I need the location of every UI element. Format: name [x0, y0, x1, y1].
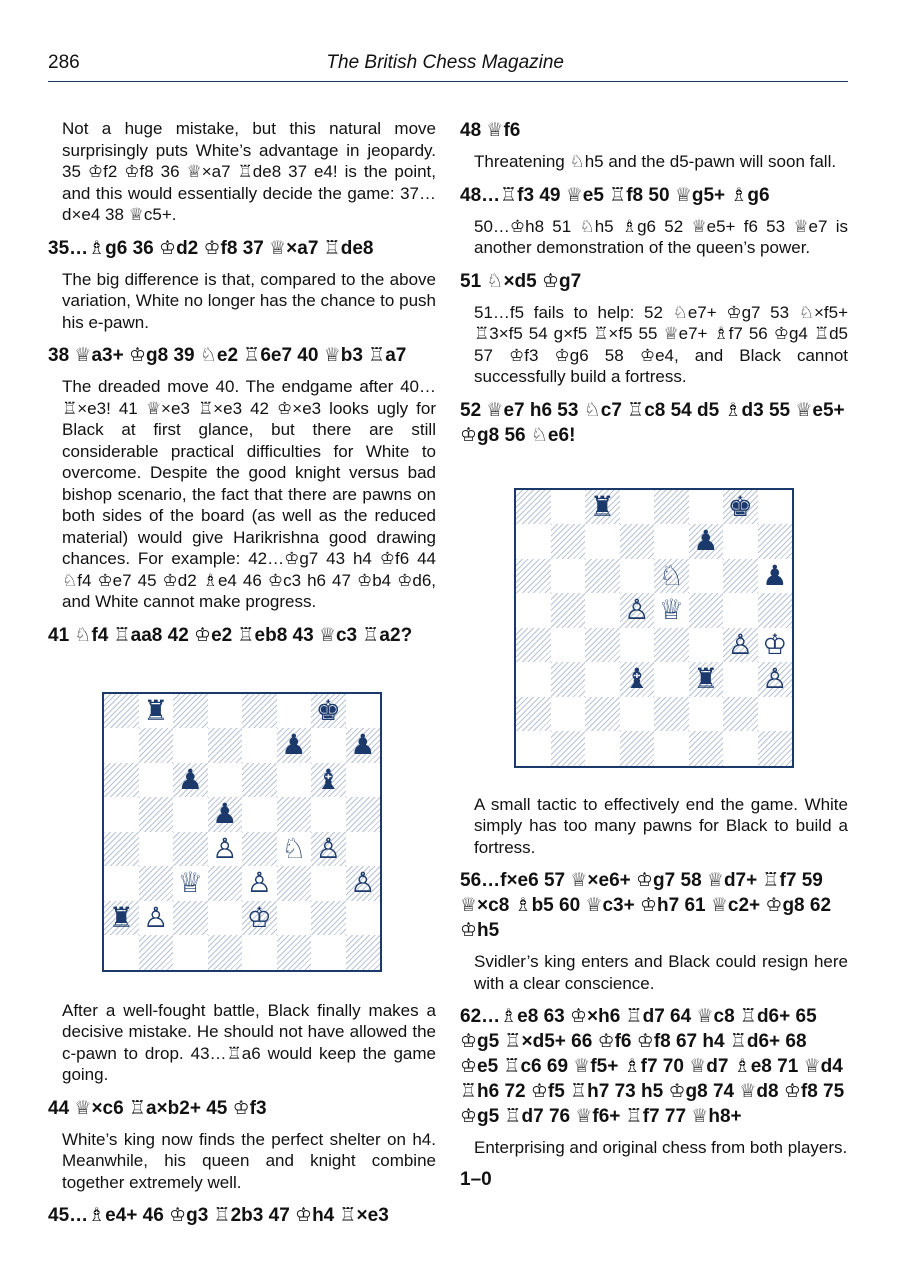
move-line: 48…♖f3 49 ♕e5 ♖f8 50 ♕g5+ ♗g6	[460, 184, 770, 206]
square-a8	[516, 490, 551, 525]
square-g6	[311, 763, 346, 798]
square-a4	[516, 628, 551, 663]
square-c1	[173, 935, 208, 970]
square-f5	[277, 797, 312, 832]
chess-piece-icon: ♟	[693, 524, 719, 558]
page-number: 286	[48, 52, 80, 73]
chess-piece-icon: ♙	[762, 662, 788, 696]
square-g5	[311, 797, 346, 832]
annotation-text: After a well-fought battle, Black finally makes a decisive mistake. He should not have allowed the c-pawn to drop. 43…♖a6 would keep the game going.	[62, 1000, 436, 1084]
square-e5	[654, 593, 689, 628]
chess-diagram	[102, 692, 436, 972]
move-line: 48 ♕f6	[460, 120, 521, 141]
move-line: 35…♗g6 36 ♔d2 ♔f8 37 ♕×a7 ♖de8	[48, 237, 374, 259]
square-f3	[689, 662, 724, 697]
square-e7	[654, 524, 689, 559]
square-f2	[689, 697, 724, 732]
square-b2	[139, 901, 174, 936]
chess-piece-icon: ♙	[315, 831, 341, 865]
move-line: 62…♗e8 63 ♔×h6 ♖d7 64 ♕c8 ♖d6+ 65 ♔g5 ♖×d5+ 66 ♔f6 ♔f8 67 h4 ♖d6+ 68 ♔e5 ♖c6 69 ♕f5+ ♗f7 70 ♕d7 ♗e8 71 ♕d4 ♖h6 72 ♔f5 ♖h7 73 h5 ♔g8 74 ♕d8 ♔f8 75 ♔g5 ♖d7 76 ♕f6+ ♖f7 77 ♕h8+	[460, 1006, 845, 1127]
square-c2	[585, 697, 620, 732]
square-b5	[139, 797, 174, 832]
square-a5	[516, 593, 551, 628]
square-d3	[620, 662, 655, 697]
square-a2	[104, 901, 139, 936]
move-line: 41 ♘f4 ♖aa8 42 ♔e2 ♖eb8 43 ♕c3 ♖a2?	[48, 624, 413, 646]
chess-piece-icon: ♚	[315, 693, 341, 727]
square-a1	[516, 731, 551, 766]
square-a5	[104, 797, 139, 832]
square-h7	[758, 524, 793, 559]
square-e1	[654, 731, 689, 766]
square-d1	[620, 731, 655, 766]
chess-piece-icon: ♙	[143, 900, 169, 934]
square-d6	[620, 559, 655, 594]
chess-piece-icon: ♔	[246, 900, 272, 934]
square-d3	[208, 866, 243, 901]
chess-piece-icon: ♟	[350, 728, 376, 762]
square-e8	[654, 490, 689, 525]
square-d8	[208, 694, 243, 729]
chess-piece-icon: ♜	[693, 662, 719, 696]
chess-piece-icon: ♙	[727, 627, 753, 661]
move-line: 52 ♕e7 h6 53 ♘c7 ♖c8 54 d5 ♗d3 55 ♕e5+ ♔g8 56 ♘e6!	[460, 399, 845, 446]
square-c7	[585, 524, 620, 559]
square-a3	[104, 866, 139, 901]
square-d7	[208, 728, 243, 763]
square-c8	[585, 490, 620, 525]
square-d2	[208, 901, 243, 936]
square-b1	[551, 731, 586, 766]
square-f8	[689, 490, 724, 525]
square-e6	[242, 763, 277, 798]
chess-piece-icon: ♙	[350, 866, 376, 900]
square-h8	[346, 694, 381, 729]
left-column	[48, 118, 436, 1236]
chess-piece-icon: ♟	[212, 797, 238, 831]
square-e3	[242, 866, 277, 901]
magazine-title: The British Chess Magazine	[326, 52, 564, 73]
square-g7	[311, 728, 346, 763]
square-h8	[758, 490, 793, 525]
square-e2	[654, 697, 689, 732]
move-line: 38 ♕a3+ ♔g8 39 ♘e2 ♖6e7 40 ♕b3 ♖a7	[48, 345, 407, 366]
chess-piece-icon: ♙	[624, 593, 650, 627]
chess-piece-icon: ♘	[281, 831, 307, 865]
square-e2	[242, 901, 277, 936]
square-c2	[173, 901, 208, 936]
square-d8	[620, 490, 655, 525]
square-e3	[654, 662, 689, 697]
square-f2	[277, 901, 312, 936]
chess-diagram	[514, 488, 848, 768]
chess-piece-icon: ♚	[727, 489, 753, 523]
chess-piece-icon: ♟	[281, 728, 307, 762]
square-h6	[758, 559, 793, 594]
square-b5	[551, 593, 586, 628]
square-d5	[208, 797, 243, 832]
square-e6	[654, 559, 689, 594]
square-a7	[516, 524, 551, 559]
chess-piece-icon: ♕	[658, 593, 684, 627]
square-b3	[551, 662, 586, 697]
square-f7	[689, 524, 724, 559]
square-c4	[585, 628, 620, 663]
square-c4	[173, 832, 208, 867]
square-c5	[173, 797, 208, 832]
annotation-text: Threatening ♘h5 and the d5-pawn will soon fall.	[474, 152, 837, 171]
square-c3	[585, 662, 620, 697]
square-e7	[242, 728, 277, 763]
annotation-text: The dreaded move 40. The endgame after 40…♖×e3! 41 ♕×e3 ♖×e3 42 ♔×e3 looks ugly for Black at first glance, but there are still considerable practical difficulties for White to overcome. Despite the good knight versus bad bishop scenario, the fact that there are pawns on both sides of the board (as well as the reduced material) would give Harikrishna good drawing chances. For example: 42…♔g7 43 h4 ♔f6 44 ♘f4 ♔e7 45 ♔d2 ♗e4 46 ♔c3 h6 47 ♔b4 ♔d6, and White cannot make progress.	[62, 377, 436, 611]
square-f6	[277, 763, 312, 798]
square-h5	[346, 797, 381, 832]
chess-piece-icon: ♝	[315, 762, 341, 796]
square-b1	[139, 935, 174, 970]
square-f1	[689, 731, 724, 766]
square-e1	[242, 935, 277, 970]
square-c6	[585, 559, 620, 594]
annotation-text: Svidler’s king enters and Black could resign here with a clear conscience.	[474, 952, 848, 993]
square-f4	[277, 832, 312, 867]
chess-piece-icon: ♜	[589, 489, 615, 523]
square-d1	[208, 935, 243, 970]
square-h1	[758, 731, 793, 766]
square-g4	[723, 628, 758, 663]
annotation-text: 51…f5 fails to help: 52 ♘e7+ ♔g7 53 ♘×f5+ ♖3×f5 54 g×f5 ♖×f5 55 ♕e7+ ♗f7 56 ♔g4 ♖d5 57 ♔f3 ♔g6 58 ♔e4, and Black cannot successfully build a fortress.	[474, 302, 848, 386]
annotation-text: The big difference is that, compared to the above variation, White no longer has the chance to push his e-pawn.	[62, 269, 436, 332]
chess-piece-icon: ♟	[762, 558, 788, 592]
square-b6	[139, 763, 174, 798]
square-g8	[723, 490, 758, 525]
square-a8	[104, 694, 139, 729]
square-h3	[758, 662, 793, 697]
square-a4	[104, 832, 139, 867]
square-f3	[277, 866, 312, 901]
square-f5	[689, 593, 724, 628]
chess-piece-icon: ♜	[108, 900, 134, 934]
square-b7	[139, 728, 174, 763]
chess-piece-icon: ♜	[143, 693, 169, 727]
square-e4	[654, 628, 689, 663]
annotation-text: White’s king now finds the perfect shelter on h4. Meanwhile, his queen and knight combine together extremely well.	[62, 1129, 436, 1192]
square-d7	[620, 524, 655, 559]
annotation-text: A small tactic to effectively end the game. White simply has too many pawns for Black to build a fortress.	[474, 794, 848, 857]
square-c7	[173, 728, 208, 763]
square-b3	[139, 866, 174, 901]
square-f1	[277, 935, 312, 970]
move-line: 51 ♘×d5 ♔g7	[460, 270, 582, 292]
square-c5	[585, 593, 620, 628]
square-g2	[311, 901, 346, 936]
square-d4	[208, 832, 243, 867]
square-c8	[173, 694, 208, 729]
square-h1	[346, 935, 381, 970]
square-g1	[311, 935, 346, 970]
chess-board	[514, 488, 794, 768]
square-g8	[311, 694, 346, 729]
square-h7	[346, 728, 381, 763]
square-g5	[723, 593, 758, 628]
square-b4	[551, 628, 586, 663]
right-column	[460, 118, 848, 1191]
square-f7	[277, 728, 312, 763]
square-b4	[139, 832, 174, 867]
square-a7	[104, 728, 139, 763]
square-b6	[551, 559, 586, 594]
square-e5	[242, 797, 277, 832]
annotation-text: 50…♔h8 51 ♘h5 ♗g6 52 ♕e5+ f6 53 ♕e7 is another demonstration of the queen’s power.	[474, 216, 848, 257]
chess-piece-icon: ♙	[212, 831, 238, 865]
square-d5	[620, 593, 655, 628]
move-line: 45…♗e4+ 46 ♔g3 ♖2b3 47 ♔h4 ♖×e3	[48, 1205, 389, 1226]
chess-board	[102, 692, 382, 972]
square-b2	[551, 697, 586, 732]
move-line: 44 ♕×c6 ♖a×b2+ 45 ♔f3	[48, 1097, 267, 1119]
square-e4	[242, 832, 277, 867]
square-a6	[104, 763, 139, 798]
square-g2	[723, 697, 758, 732]
square-d6	[208, 763, 243, 798]
square-g1	[723, 731, 758, 766]
square-g3	[311, 866, 346, 901]
square-a6	[516, 559, 551, 594]
square-h3	[346, 866, 381, 901]
square-f6	[689, 559, 724, 594]
square-f8	[277, 694, 312, 729]
square-a3	[516, 662, 551, 697]
square-b8	[551, 490, 586, 525]
chess-piece-icon: ♝	[624, 662, 650, 696]
square-h4	[346, 832, 381, 867]
square-h2	[346, 901, 381, 936]
square-a2	[516, 697, 551, 732]
chess-piece-icon: ♙	[246, 866, 272, 900]
square-h2	[758, 697, 793, 732]
square-e8	[242, 694, 277, 729]
annotation-text: Enterprising and original chess from both players.	[474, 1138, 848, 1157]
square-c1	[585, 731, 620, 766]
chess-piece-icon: ♘	[658, 558, 684, 592]
square-b7	[551, 524, 586, 559]
square-h6	[346, 763, 381, 798]
game-result: 1–0	[460, 1168, 492, 1190]
square-g7	[723, 524, 758, 559]
square-d2	[620, 697, 655, 732]
square-h4	[758, 628, 793, 663]
chess-piece-icon: ♔	[762, 627, 788, 661]
square-d4	[620, 628, 655, 663]
chess-piece-icon: ♕	[177, 866, 203, 900]
square-g3	[723, 662, 758, 697]
chess-piece-icon: ♟	[177, 762, 203, 796]
square-f4	[689, 628, 724, 663]
square-a1	[104, 935, 139, 970]
square-h5	[758, 593, 793, 628]
square-c3	[173, 866, 208, 901]
square-g4	[311, 832, 346, 867]
square-g6	[723, 559, 758, 594]
move-line: 56…f×e6 57 ♕×e6+ ♔g7 58 ♕d7+ ♖f7 59 ♕×c8 ♗b5 60 ♕c3+ ♔h7 61 ♕c2+ ♔g8 62 ♔h5	[460, 870, 832, 941]
square-b8	[139, 694, 174, 729]
annotation-text: Not a huge mistake, but this natural move surprisingly puts White’s advantage in jeopardy. 35 ♔f2 ♔f8 36 ♕×a7 ♖de8 37 e4! is the point, and this would essentially decide the game: 37…d×e4 38 ♕c5+.	[62, 119, 436, 224]
square-c6	[173, 763, 208, 798]
page-header	[48, 48, 848, 82]
